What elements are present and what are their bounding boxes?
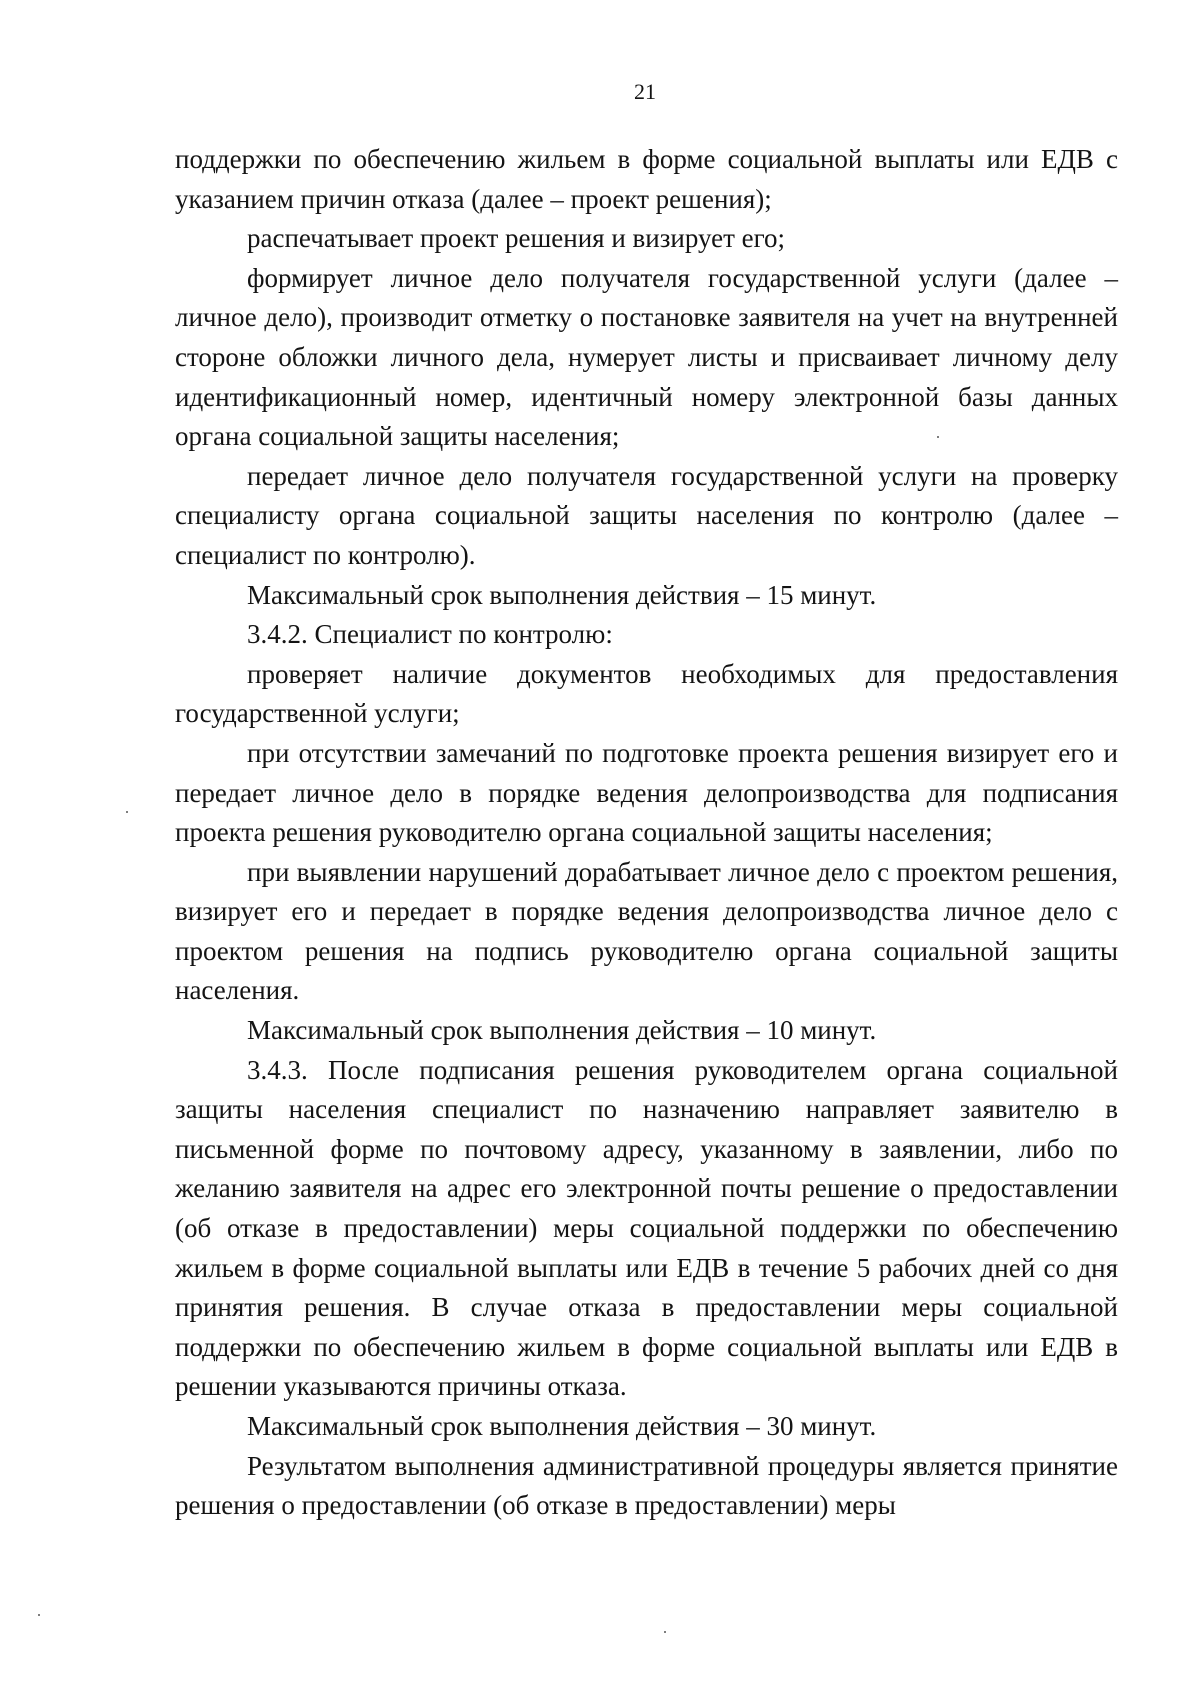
body-text [175, 140, 1118, 1526]
scan-speck [664, 1631, 666, 1633]
paragraph: поддержки по обеспечению жильем в форме социальной выплаты или ЕДВ с указанием причин отказа (далее – проект решения); [175, 144, 1118, 214]
paragraph: Результатом выполнения административной процедуры является принятие решения о предоставлении (об отказе в предоставлении) меры [175, 1450, 1118, 1521]
scan-speck [38, 1614, 40, 1616]
paragraph: формирует личное дело получателя государственной услуги (далее – личное дело), производит отметку о постановке заявителя на учет на внутренней стороне обложки личного дела, нумерует листы и присваивает личному делу идентификационный номер, идентичный номеру электронной базы данных органа социальной защиты населения; [175, 262, 1118, 452]
paragraph: распечатывает проект решения и визирует его; [247, 223, 786, 254]
paragraph: передает личное дело получателя государственной услуги на проверку специалисту органа социальной защиты населения по контролю (далее – специалист по контролю). [175, 460, 1118, 570]
paragraph: Максимальный срок выполнения действия – 30 минут. [247, 1411, 877, 1441]
paragraph: 3.4.3. После подписания решения руководителем органа социальной защиты населения специалист по назначению направляет заявителю в письменной форме по почтовому адресу, указанному в заявлении, либо по желанию заявителя на адрес его электронной почты решение о предоставлении (об отказе в предоставлении) меры социальной поддержки по обеспечению жильем в форме социальной выплаты или ЕДВ в течение 5 рабочих дней со дня принятия решения. В случае отказа в предоставлении меры социальной поддержки по обеспечению жильем в форме социальной выплаты или ЕДВ в решении указываются причины отказа. [175, 1054, 1118, 1402]
scan-speck [937, 436, 939, 438]
page-number: 21 [634, 79, 656, 104]
paragraph: при выявлении нарушений дорабатывает личное дело с проектом решения, визирует его и передает в порядке ведения делопроизводства личное дело с проектом решения на подпись руководителю органа социальной защиты населения. [175, 856, 1118, 1006]
paragraph: проверяет наличие документов необходимых для предоставления государственной услуги; [175, 658, 1118, 729]
paragraph: Максимальный срок выполнения действия – 15 минут. [247, 579, 877, 610]
scan-speck [126, 811, 128, 813]
paragraph: Максимальный срок выполнения действия – 10 минут. [247, 1015, 877, 1046]
paragraph: 3.4.2. Специалист по контролю: [247, 619, 613, 650]
paragraph: при отсутствии замечаний по подготовке проекта решения визирует его и передает личное дело в порядке ведения делопроизводства для подписания проекта решения руководителю органа социальной защиты населения; [175, 737, 1118, 848]
